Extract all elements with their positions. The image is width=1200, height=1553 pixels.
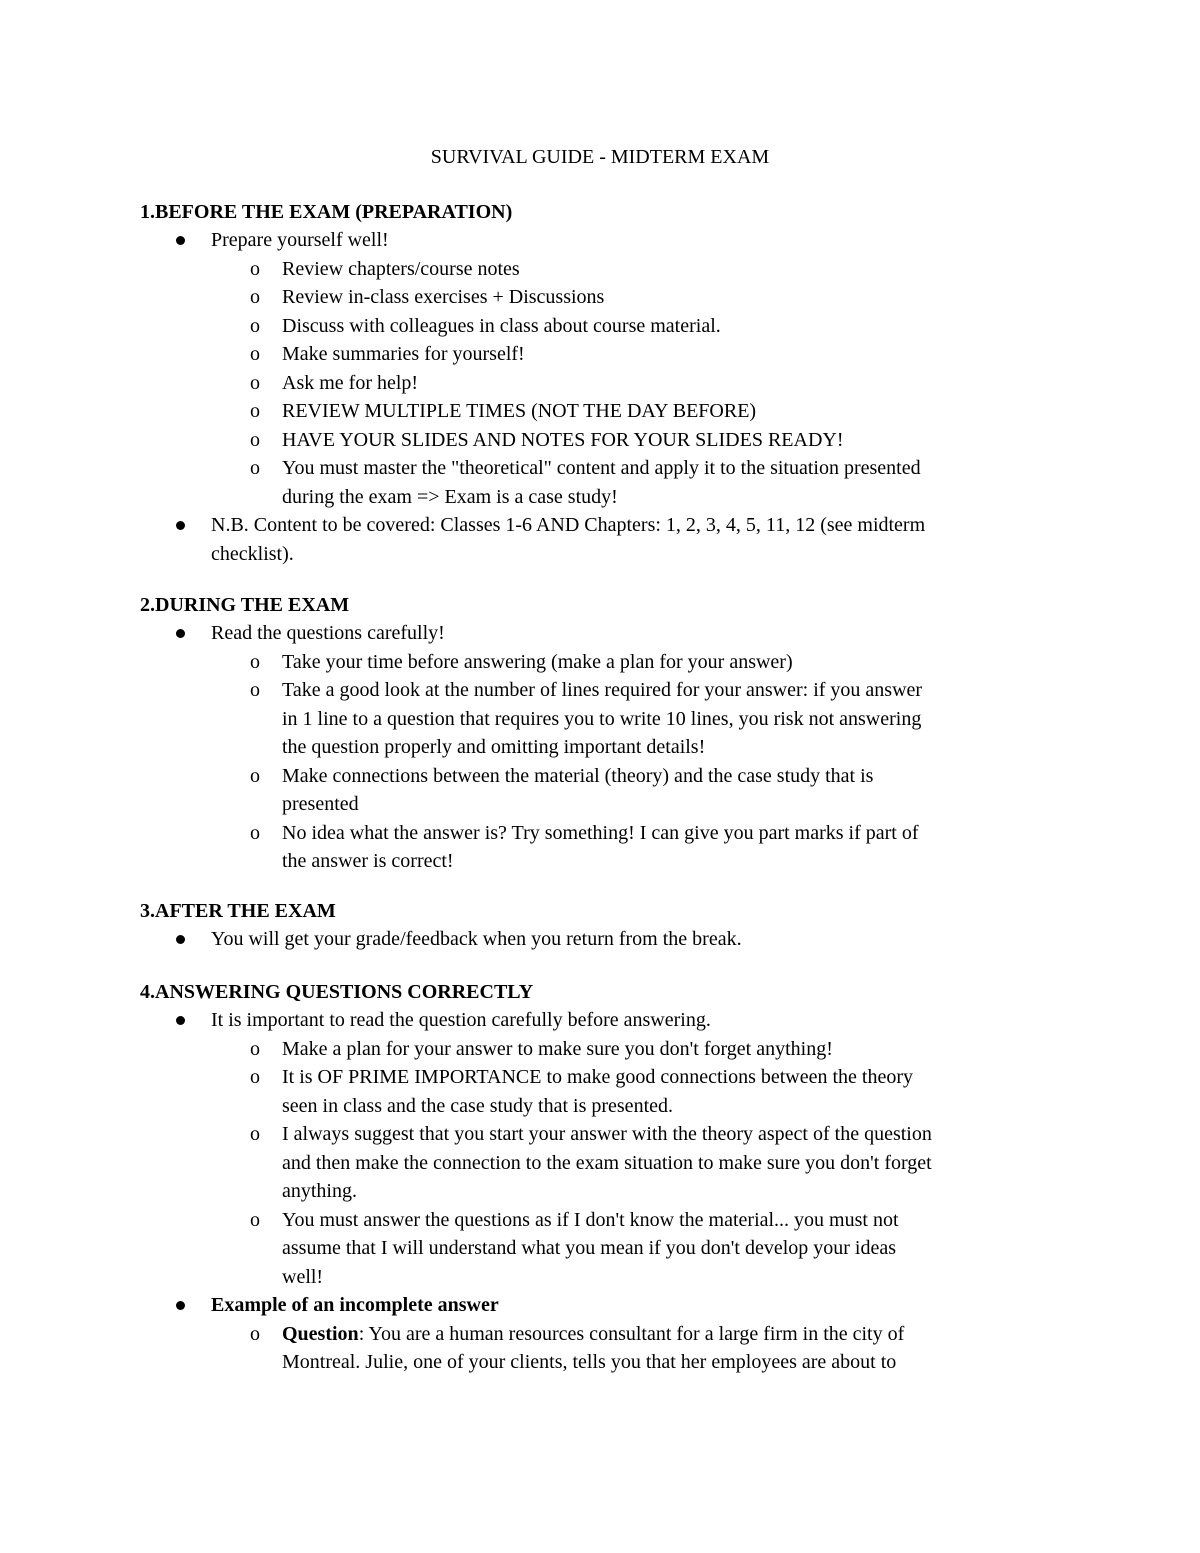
section-heading: 3.AFTER THE EXAM [140,900,336,922]
sub-text-line: well! [282,1265,324,1288]
sub-text [282,312,1072,341]
sub-text [282,819,1072,876]
bullet-text-line: It is important to read the question carefully before answering. [211,1009,711,1031]
circle-bullet-icon: o [250,457,260,479]
sub-text [282,1320,1072,1377]
sub-text-line: seen in class and the case study that is presented. [282,1094,673,1117]
bullet-dot-icon [176,1016,185,1025]
sub-text-line: REVIEW MULTIPLE TIMES (NOT THE DAY BEFORE) [282,400,757,422]
circle-bullet-icon: o [250,679,260,701]
bullet-text [211,619,1071,648]
circle-bullet-icon: o [250,1208,260,1231]
circle-bullet-icon: o [250,1322,260,1345]
sub-text-line: Discuss with colleagues in class about course material. [282,314,721,337]
sub-text [282,426,1072,455]
sub-text-line: Make connections between the material (theory) and the case study that is [282,764,874,787]
sub-text [282,648,1072,677]
sub-text-line: Make a plan for your answer to make sure you don't forget anything! [282,1037,833,1060]
circle-bullet-icon: o [250,821,260,844]
sub-text-line: I always suggest that you start your answer with the theory aspect of the question [282,1123,932,1145]
bullet-text-line: Read the questions carefully! [211,622,445,644]
bullet-dot-icon [176,236,185,245]
sub-text-line: No idea what the answer is? Try something! I can give you part marks if part of [282,821,919,844]
sub-text [282,1035,1072,1064]
sub-text-line: HAVE YOUR SLIDES AND NOTES FOR YOUR SLIDES READY! [282,428,844,451]
sub-text-line: Take a good look at the number of lines required for your answer: if you answer [282,679,923,701]
bullet-text [211,925,1071,954]
sub-text-line: Montreal. Julie, one of your clients, tells you that her employees are about to [282,1351,897,1373]
sub-text [282,1063,1072,1120]
bullet-text-line: N.B. Content to be covered: Classes 1-6 AND Chapters: 1, 2, 3, 4, 5, 11, 12 (see midterm [211,514,926,536]
sub-text-line: the answer is correct! [282,850,454,872]
bullet-text [211,1291,1071,1320]
bullet-text-line: Example of an incomplete answer [211,1294,499,1316]
bullet-text [211,226,1071,255]
sub-text-line: in 1 line to a question that requires you to write 10 lines, you risk not answering [282,707,922,730]
sub-text-line: Take your time before answering (make a plan for your answer) [282,650,793,673]
circle-bullet-icon: o [250,764,260,787]
sub-text [282,762,1072,819]
bullet-dot-icon [176,629,185,638]
bullet-dot-icon [176,935,185,944]
circle-bullet-icon: o [250,257,260,280]
sub-text-line: assume that I will understand what you mean if you don't develop your ideas [282,1237,897,1259]
sub-text-line: Review chapters/course notes [282,257,520,280]
bullet-dot-icon [176,521,185,530]
section-heading: 4.ANSWERING QUESTIONS CORRECTLY [140,981,534,1003]
sub-text [282,1120,1072,1206]
sub-text-line: Make summaries for yourself! [282,343,525,365]
circle-bullet-icon: o [250,371,260,394]
section-heading: 2.DURING THE EXAM [140,594,350,616]
bullet-dot-icon [176,1301,185,1310]
circle-bullet-icon: o [250,400,260,422]
sub-text-line: the question properly and omitting important details! [282,736,706,758]
sub-text-line: Review in-class exercises + Discussions [282,286,605,308]
sub-text-line: and then make the connection to the exam situation to make sure you don't forget [282,1151,932,1174]
document-title: SURVIVAL GUIDE - MIDTERM EXAM [430,146,770,168]
sub-text-line [282,1320,1072,1349]
circle-bullet-icon: o [250,286,260,308]
sub-text [282,255,1072,284]
bullet-text [211,511,1071,568]
sub-text-line: You must master the "theoretical" content and apply it to the situation presented [282,457,921,479]
sub-text [282,676,1072,762]
sub-text [282,454,1072,511]
sub-text-line: It is OF PRIME IMPORTANCE to make good connections between the theory [282,1066,914,1088]
section-heading: 1.BEFORE THE EXAM (PREPARATION) [140,201,513,223]
circle-bullet-icon: o [250,428,260,451]
sub-text [282,340,1072,369]
bullet-text [211,1006,1071,1035]
circle-bullet-icon: o [250,650,260,673]
sub-text-rest: : You are a human resources consultant for a large firm in the city of [358,1322,905,1345]
circle-bullet-icon: o [250,1066,260,1088]
bullet-text-line: You will get your grade/feedback when you return from the break. [211,928,742,950]
sub-text-line: presented [282,793,359,815]
sub-text-line: during the exam => Exam is a case study! [282,485,618,508]
sub-text [282,397,1072,426]
sub-text-line: You must answer the questions as if I don't know the material... you must not [282,1208,899,1231]
circle-bullet-icon: o [250,314,260,337]
circle-bullet-icon: o [250,1037,260,1060]
sub-text-line: anything. [282,1180,357,1202]
sub-text [282,369,1072,398]
sub-text [282,1206,1072,1292]
bullet-text-line: checklist). [211,542,294,565]
circle-bullet-icon: o [250,1123,260,1145]
sub-text-line: Ask me for help! [282,371,419,394]
sub-text-lead: Question [282,1322,359,1345]
circle-bullet-icon: o [250,343,260,365]
bullet-text-line: Prepare yourself well! [211,229,389,251]
sub-text [282,283,1072,312]
